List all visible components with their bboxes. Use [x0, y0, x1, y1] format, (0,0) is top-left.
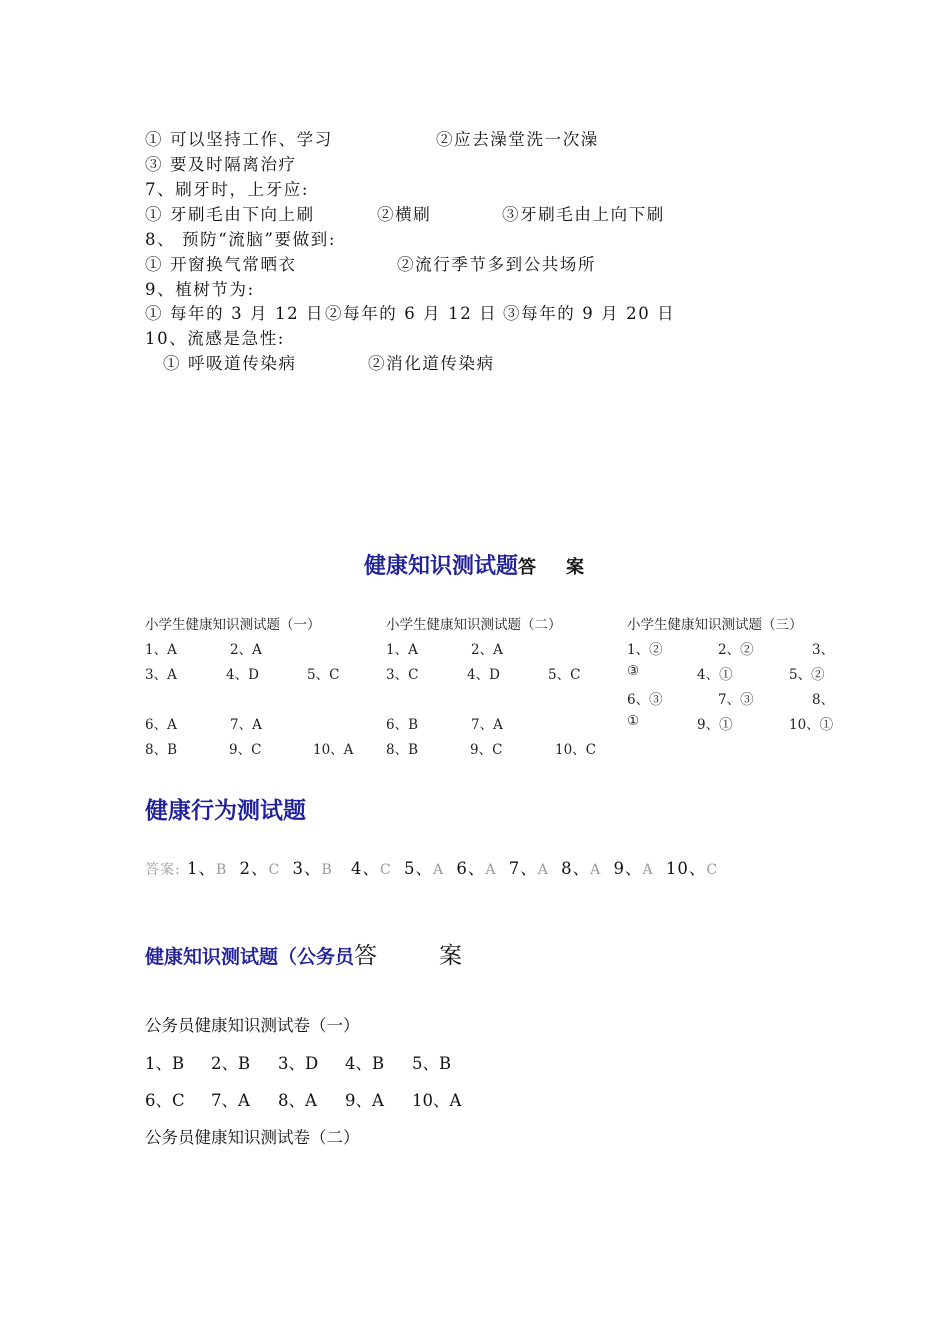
answer-cell: 1、② [627, 642, 663, 658]
answer-cell: 3、D [278, 1054, 319, 1073]
answer-cell: 3、C [386, 667, 419, 683]
answer-label: 答案: [145, 862, 181, 878]
answer-choice: C [706, 862, 719, 878]
answer-cell: 7、③ [718, 692, 754, 708]
answer-cell: ③ [627, 663, 640, 679]
answer-cell: 6、C [145, 1091, 185, 1110]
answers-heading-tail: 答 [518, 557, 537, 578]
answer-choice: B [215, 862, 228, 878]
option-text: ③每年的 9 月 20 日 [503, 304, 676, 323]
answer-num: 8、 [561, 859, 591, 878]
answer-cell: 8、B [386, 742, 419, 758]
answer-cell: 5、C [307, 667, 340, 683]
answer-num: 2、 [239, 859, 269, 878]
answer-cell: 2、② [718, 642, 754, 658]
answer-num: 9、 [613, 859, 643, 878]
answer-cell: 9、C [229, 742, 262, 758]
option-text: ②应去澡堂洗一次澡 [436, 130, 599, 149]
option-text: ②横刷 [377, 205, 432, 224]
answer-cell: 4、D [467, 667, 500, 683]
column-title: 小学生健康知识测试题（二） [386, 617, 562, 633]
option-text: ②消化道传染病 [368, 354, 495, 373]
civil-heading [145, 937, 462, 970]
option-text: ① 每年的 3 月 12 日 [145, 304, 325, 323]
answer-cell: 3、A [145, 667, 177, 683]
answer-cell: 10、A [412, 1091, 462, 1110]
column-title: 小学生健康知识测试题（三） [627, 617, 803, 633]
answer-cell: 9、C [470, 742, 503, 758]
answers-heading-main: 健康知识测试题 [364, 554, 519, 579]
answer-cell: 1、A [386, 642, 418, 658]
option-text: ① 呼吸道传染病 [163, 354, 297, 373]
answer-cell: 9、A [345, 1091, 384, 1110]
answer-cell: 1、B [145, 1054, 185, 1073]
answer-cell: 10、C [555, 742, 597, 758]
answers-heading [364, 549, 584, 580]
answer-cell: 7、A [211, 1091, 250, 1110]
behavior-answers [145, 855, 718, 879]
answer-cell: 10、A [313, 742, 354, 758]
paper-title: 公务员健康知识测试卷（二） [145, 1128, 360, 1147]
answer-num: 6、 [456, 859, 486, 878]
question-prompt: 9、植树节为: [145, 280, 255, 299]
answer-cell: 8、B [145, 742, 178, 758]
behavior-heading: 健康行为测试题 [145, 798, 306, 824]
answer-cell: 4、① [697, 667, 733, 683]
option-text: ②每年的 6 月 12 日 [325, 304, 498, 323]
option-text: ① 开窗换气常晒衣 [145, 255, 297, 274]
answer-choice: A [642, 862, 654, 878]
answer-num: 5、 [404, 859, 433, 878]
answer-cell: 9、① [697, 717, 733, 733]
option-text: ②流行季节多到公共场所 [397, 255, 597, 274]
answer-cell: 8、A [278, 1091, 317, 1110]
answer-cell: 5、② [789, 667, 825, 683]
answer-cell: 4、D [226, 667, 259, 683]
answer-cell: 7、A [471, 717, 503, 733]
answer-cell: 1、A [145, 642, 177, 658]
answer-cell: 5、B [412, 1054, 452, 1073]
answer-cell: 10、① [789, 717, 834, 733]
answer-choice: A [433, 862, 445, 878]
option-text: ① 牙刷毛由下向上刷 [145, 205, 315, 224]
option-text: ① 可以坚持工作、学习 [145, 130, 333, 149]
question-prompt: 10、流感是急性: [145, 329, 285, 348]
answer-choice: B [321, 862, 333, 878]
answer-choice: C [380, 862, 392, 878]
answers-heading-tail: 案 [566, 557, 585, 578]
question-prompt: 8、 预防“流脑”要做到: [145, 230, 336, 249]
option-text: ③牙刷毛由上向下刷 [502, 205, 665, 224]
answer-cell: 4、B [345, 1054, 385, 1073]
answer-cell: 6、B [386, 717, 419, 733]
civil-heading-tail: 答 [354, 943, 378, 969]
option-text: ③ 要及时隔离治疗 [145, 155, 297, 174]
answer-choice: A [485, 862, 497, 878]
answer-num: 10、 [665, 859, 707, 878]
column-title: 小学生健康知识测试题（一） [145, 617, 321, 633]
answer-choice: C [268, 862, 281, 878]
answer-cell: 5、C [548, 667, 581, 683]
answer-cell: 2、A [471, 642, 503, 658]
answer-cell: 6、A [145, 717, 177, 733]
answer-num: 7、 [508, 859, 538, 878]
answer-cell: 7、A [230, 717, 262, 733]
answer-num: 4、 [351, 859, 381, 878]
answer-num: 3、 [292, 859, 322, 878]
answer-cell: ① [627, 713, 640, 729]
answer-cell: 6、③ [627, 692, 663, 708]
answer-cell: 3、 [812, 642, 835, 658]
answer-cell: 2、A [230, 642, 262, 658]
answer-choice: A [537, 862, 549, 878]
answer-cell: 2、B [211, 1054, 251, 1073]
paper-title: 公务员健康知识测试卷（一） [145, 1016, 360, 1035]
civil-heading-main: 健康知识测试题（公务员 [145, 946, 355, 968]
question-prompt: 7、刷牙时，上牙应: [145, 180, 310, 199]
answer-num: 1、 [186, 859, 216, 878]
civil-heading-tail: 案 [439, 943, 463, 969]
answer-cell: 8、 [812, 692, 835, 708]
answer-choice: A [590, 862, 602, 878]
